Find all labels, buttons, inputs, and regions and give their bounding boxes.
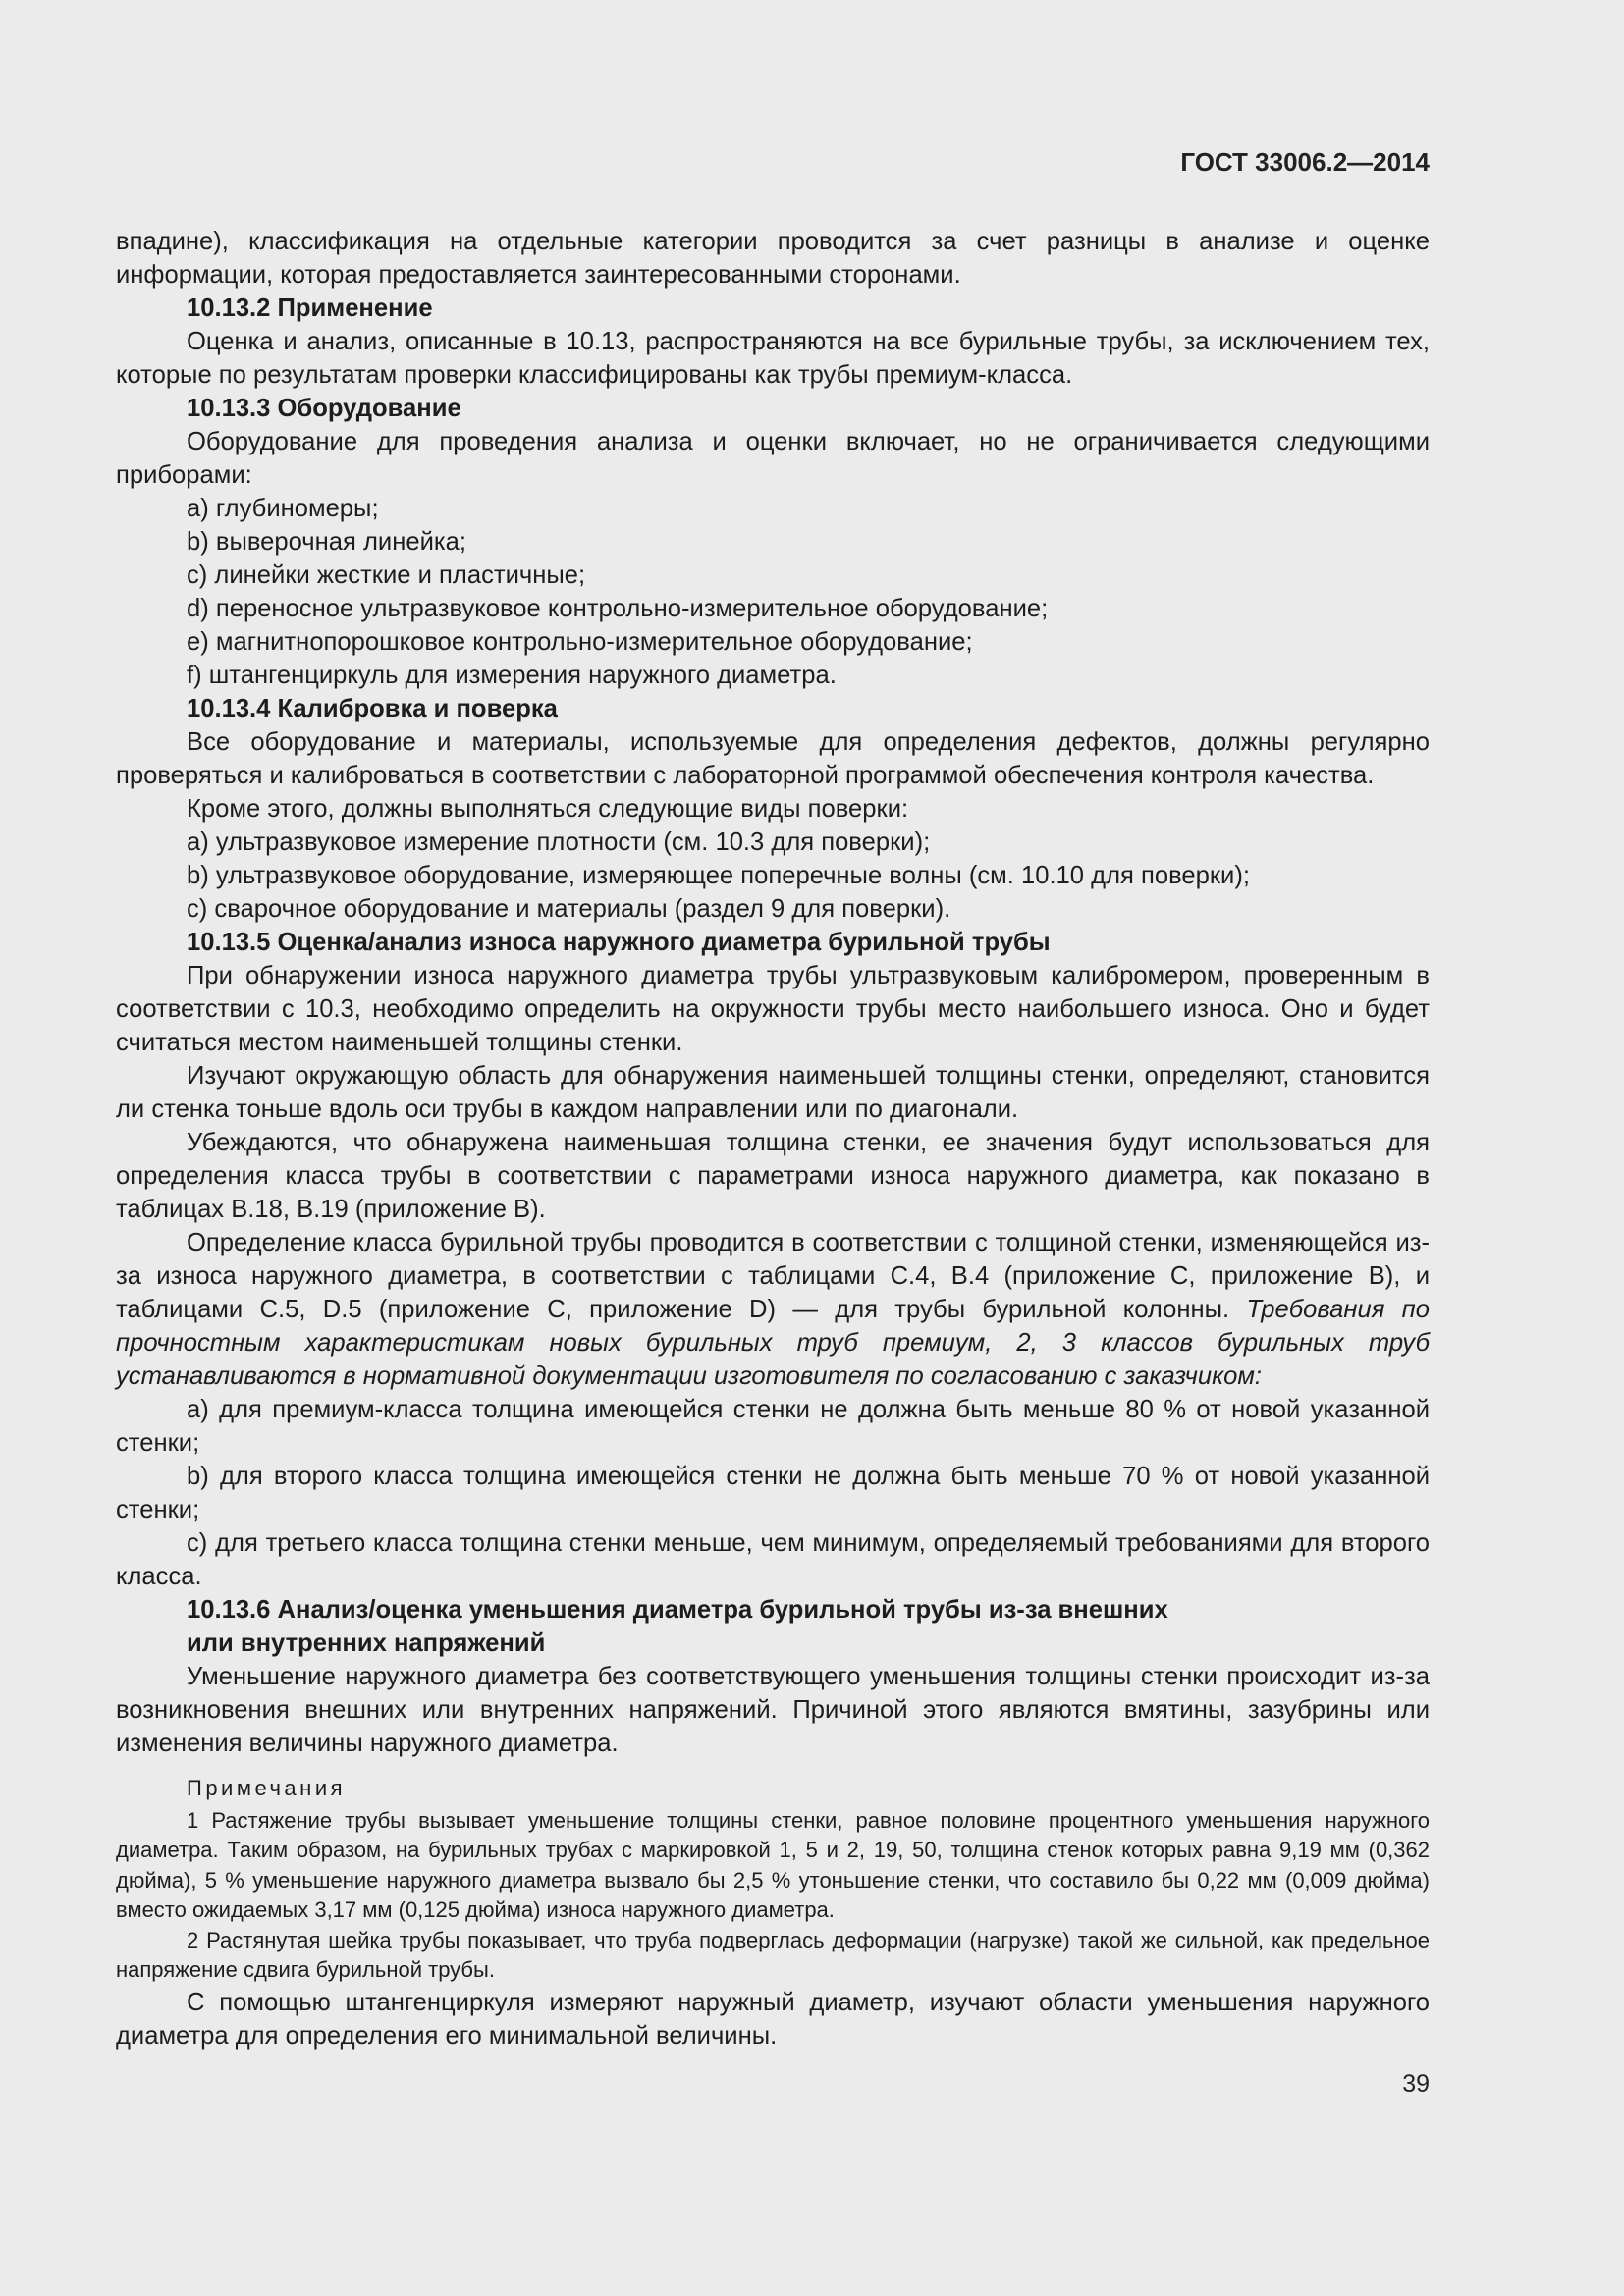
paragraph: Оборудование для проведения анализа и оценки включает, но не ограничивается следующими приборами: <box>116 428 1430 489</box>
paragraph: Кроме этого, должны выполняться следующие виды поверки: <box>187 795 909 823</box>
note-item: 1 Растяжение трубы вызывает уменьшение толщины стенки, равное половине процентного уменьшения наружного диаметра. Таким образом, на бурильных трубах с маркировкой 1, 5 и 2, 19, 50, толщина стенок которых равна 9,19 мм (0,362 дюйма), 5 % уменьшение наружного диаметра вызвало бы 2,5 % утоньшение стенки, что составило бы 0,22 мм (0,009 дюйма) вместо ожидаемых 3,17 мм (0,125 дюйма) износа наружного диаметра. <box>116 1807 1430 1922</box>
list-item: a) для премиум-класса толщина имеющейся стенки не должна быть меньше 80 % от новой указанной стенки; <box>116 1396 1430 1457</box>
standard-header: ГОСТ 33006.2—2014 <box>1180 147 1430 177</box>
paragraph: При обнаружении износа наружного диаметра трубы ультразвуковым калибромером, проверенным в соответствии с 10.3, необходимо определить на окружности трубы место наибольшего износа. Оно и будет считаться местом наименьшей толщины стенки. <box>116 962 1430 1056</box>
paragraph: С помощью штангенциркуля измеряют наружный диаметр, изучают области уменьшения наружного диаметра для определения его минимальной величины. <box>116 1988 1430 2050</box>
notes-title: Примечания <box>187 1776 347 1800</box>
section-heading: 10.13.3 Оборудование <box>187 395 461 422</box>
list-item: d) переносное ультразвуковое контрольно-измерительное оборудование; <box>187 595 1049 622</box>
list-item: a) глубиномеры; <box>187 495 379 522</box>
paragraph: Убеждаются, что обнаружена наименьшая толщина стенки, ее значения будут использоваться для определения класса трубы в соответствии с параметрами износа наружного диаметра, как показано в таблицах В.18, В.19 (приложение В). <box>116 1129 1430 1223</box>
section-heading: 10.13.6 Анализ/оценка уменьшения диаметра бурильной трубы из-за внешних <box>187 1596 1168 1624</box>
list-item: f) штангенциркуль для измерения наружного диаметра. <box>187 662 837 689</box>
list-item: b) ультразвуковое оборудование, измеряющее поперечные волны (см. 10.10 для поверки); <box>187 862 1250 889</box>
section-heading: 10.13.4 Калибровка и поверка <box>187 695 558 722</box>
paragraph-text: Определение класса бурильной трубы проводится в соответствии с толщиной стенки, изменяющейся из-за износа наружного диаметра, в соответствии с таблицами С.4, В.4 (приложение С, приложение В), и таблицами С.5, D.5 (приложение С, приложение D) — для трубы бурильной колонны. <box>116 1229 1430 1323</box>
notes-block <box>116 1774 1430 1986</box>
section-heading: 10.13.5 Оценка/анализ износа наружного диаметра бурильной трубы <box>187 929 1051 956</box>
list-item: c) сварочное оборудование и материалы (раздел 9 для поверки). <box>187 895 951 923</box>
list-item: e) магнитнопорошковое контрольно-измерительное оборудование; <box>187 628 973 656</box>
italic-requirement-text: Требования по прочностным характеристикам новых бурильных труб премиум, 2, 3 классов бурильных труб устанавливаются в нормативной документации изготовителя по согласованию с заказчиком: <box>116 1296 1430 1390</box>
page-number: 39 <box>1402 2070 1430 2098</box>
section-heading-continued: или внутренних напряжений <box>187 1629 546 1657</box>
note-item: 2 Растянутая шейка трубы показывает, что труба подверглась деформации (нагрузке) такой же сильной, как предельное напряжение сдвига бурильной трубы. <box>116 1927 1430 1982</box>
document-body <box>116 225 1430 2053</box>
paragraph <box>116 1226 1430 1393</box>
list-item: b) выверочная линейка; <box>187 528 466 556</box>
list-item: c) линейки жесткие и пластичные; <box>187 561 586 589</box>
list-item: c) для третьего класса толщина стенки меньше, чем минимум, определяемый требованиями для второго класса. <box>116 1529 1430 1590</box>
paragraph: впадине), классификация на отдельные категории проводится за счет разницы в анализе и оценке информации, которая предоставляется заинтересованными сторонами. <box>116 228 1430 289</box>
paragraph: Изучают окружающую область для обнаружения наименьшей толщины стенки, определяют, становится ли стенка тоньше вдоль оси трубы в каждом направлении или по диагонали. <box>116 1062 1430 1123</box>
paragraph: Уменьшение наружного диаметра без соответствующего уменьшения толщины стенки происходит из-за возникновения внешних или внутренних напряжений. Причиной этого являются вмятины, зазубрины или изменения величины наружного диаметра. <box>116 1663 1430 1757</box>
list-item: a) ультразвуковое измерение плотности (см. 10.3 для поверки); <box>187 828 931 856</box>
section-heading: 10.13.2 Применение <box>187 294 433 322</box>
list-item: b) для второго класса толщина имеющейся стенки не должна быть меньше 70 % от новой указанной стенки; <box>116 1463 1430 1523</box>
paragraph: Оценка и анализ, описанные в 10.13, распространяются на все бурильные трубы, за исключением тех, которые по результатам проверки классифицированы как трубы премиум-класса. <box>116 328 1430 389</box>
paragraph: Все оборудование и материалы, используемые для определения дефектов, должны регулярно проверяться и калиброваться в соответствии с лабораторной программой обеспечения контроля качества. <box>116 728 1430 789</box>
